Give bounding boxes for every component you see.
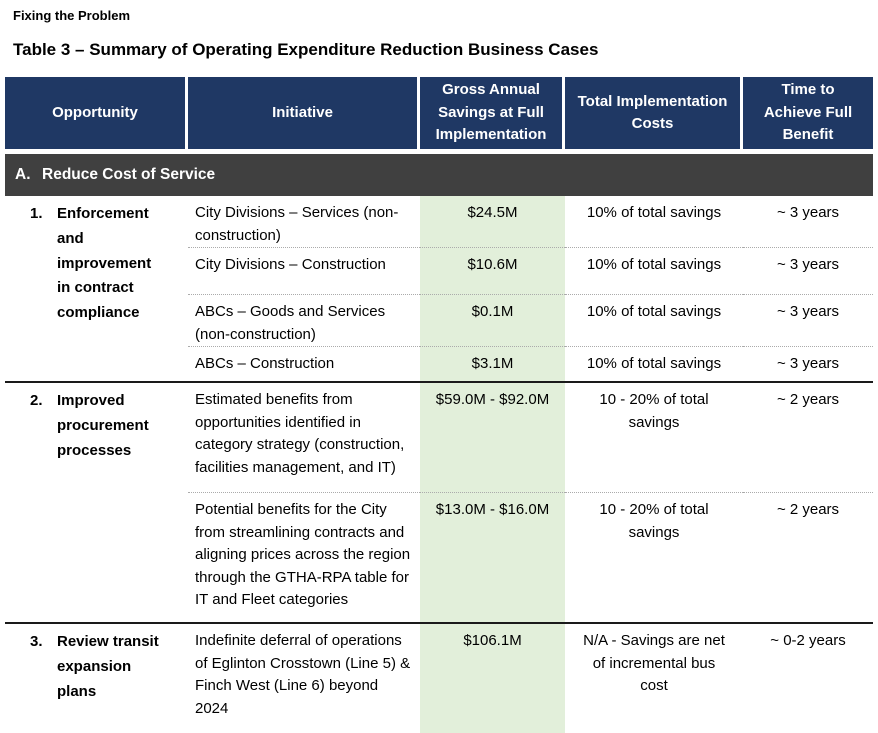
initiative-cell: ABCs – Goods and Services (non-construction) — [188, 294, 420, 346]
costs-cell: N/A - Savings are net of incremental bus cost — [565, 622, 743, 733]
initiative-cell: City Divisions – Services (non-construction) — [195, 204, 399, 244]
opportunity-cell — [5, 196, 188, 381]
savings-cell: $59.0M - $92.0M — [420, 381, 565, 492]
time-cell: ~ 2 years — [743, 381, 873, 492]
savings-cell: $10.6M — [420, 247, 565, 294]
column-header-gross-annual-savings: Gross Annual Savings at Full Implementation — [420, 77, 565, 154]
opportunity-cell — [5, 622, 188, 733]
table-row — [5, 381, 873, 492]
savings-cell: $3.1M — [420, 346, 565, 381]
costs-cell: 10% of total savings — [565, 294, 743, 346]
opportunity-label: Improved procurement processes — [57, 392, 149, 459]
costs-cell: 10% of total savings — [586, 204, 722, 221]
initiative-cell: Potential benefits for the City from streamlining contracts and aligning prices across the region through the GTHA-RPA table for IT and Fleet categories — [188, 492, 420, 622]
time-cell: ~ 3 years — [743, 294, 873, 346]
costs-cell: 10% of total savings — [565, 346, 743, 381]
opportunity-table — [5, 77, 873, 733]
table-row — [5, 196, 873, 247]
column-header-initiative: Initiative — [188, 77, 420, 154]
time-cell: ~ 3 years — [743, 346, 873, 381]
initiative-cell: Estimated benefits from opportunities identified in category strategy (construction, facilities management, and IT) — [188, 381, 420, 492]
initiative-cell: ABCs – Construction — [188, 346, 420, 381]
savings-cell: $24.5M — [420, 196, 565, 247]
table-row — [5, 622, 873, 733]
time-cell: ~ 0-2 years — [743, 622, 873, 733]
savings-cell: $0.1M — [420, 294, 565, 346]
opportunity-number: 3. — [30, 633, 43, 650]
savings-cell: $106.1M — [420, 622, 565, 733]
table-header-row — [5, 77, 873, 154]
section-label: Reduce Cost of Service — [42, 166, 216, 184]
costs-cell: 10 - 20% of total savings — [565, 492, 743, 622]
opportunity-number: 1. — [30, 205, 43, 222]
section-letter: A. — [15, 166, 31, 184]
opportunity-label: Enforcement and improvement in contract compliance — [57, 205, 152, 321]
initiative-cell: City Divisions – Construction — [188, 247, 420, 294]
column-header-time-to-achieve: Time to Achieve Full Benefit — [743, 77, 873, 154]
costs-cell: 10 - 20% of total savings — [565, 381, 743, 492]
time-cell: ~ 3 years — [743, 247, 873, 294]
opportunity-number: 2. — [30, 392, 43, 409]
initiative-cell: Indefinite deferral of operations of Eglinton Crosstown (Line 5) & Finch West (Line 6) beyond 2024 — [188, 622, 420, 733]
savings-cell: $13.0M - $16.0M — [420, 492, 565, 622]
time-cell: ~ 2 years — [743, 492, 873, 622]
opportunity-cell — [5, 381, 188, 622]
costs-cell: 10% of total savings — [565, 247, 743, 294]
section-header-row — [5, 154, 873, 196]
time-cell: ~ 3 years — [776, 204, 840, 221]
document-kicker: Fixing the Problem — [13, 8, 131, 23]
column-header-total-implementation-costs: Total Implementation Costs — [565, 77, 743, 154]
section-header-cell — [5, 154, 873, 196]
column-header-opportunity: Opportunity — [5, 77, 188, 154]
table-title: Table 3 – Summary of Operating Expenditure Reduction Business Cases — [13, 40, 599, 59]
opportunity-label: Review transit expansion plans — [57, 633, 159, 700]
